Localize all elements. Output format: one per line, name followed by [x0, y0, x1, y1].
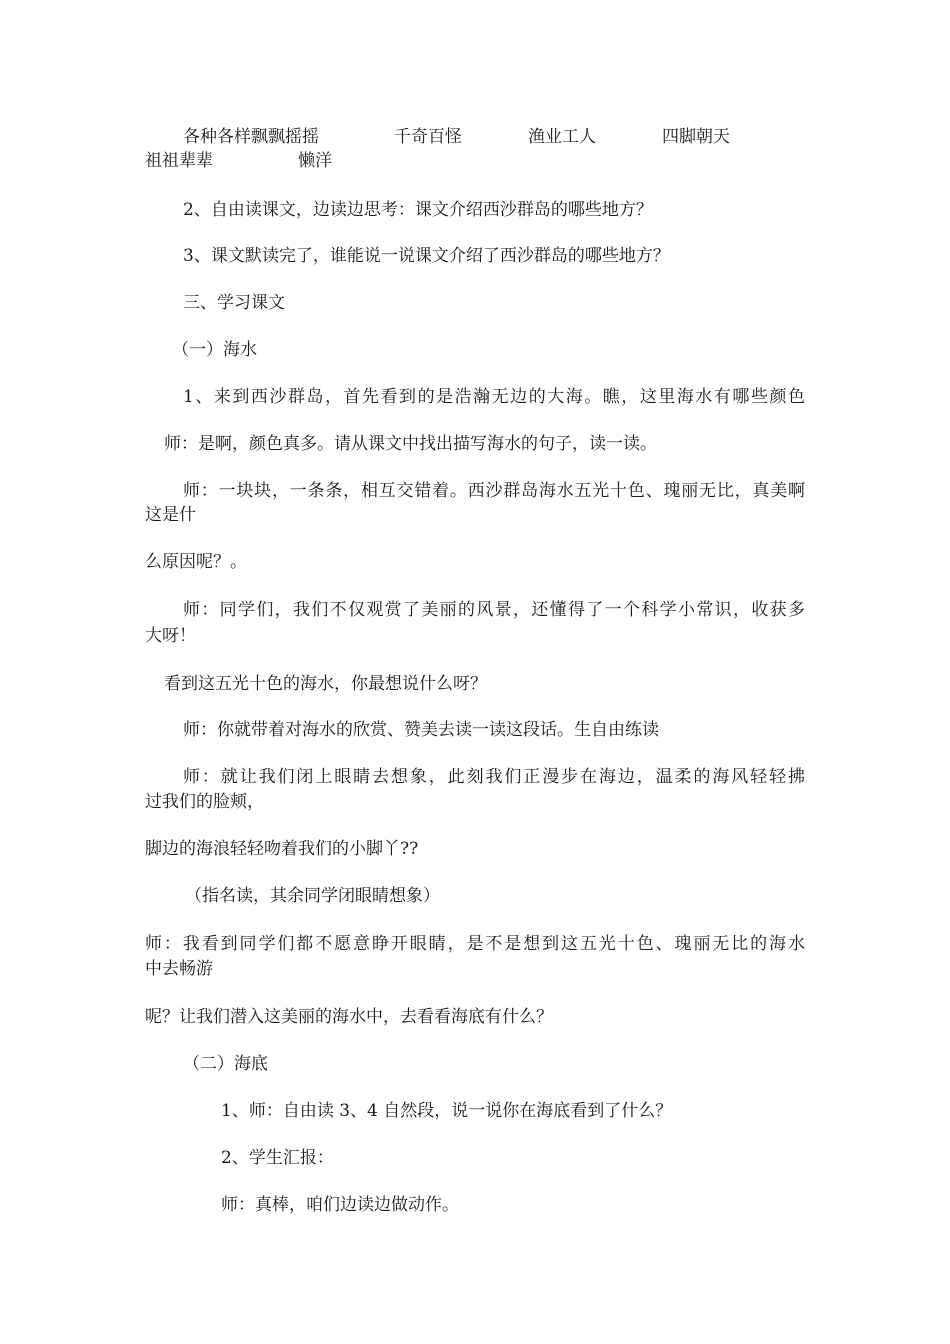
paragraph-text: 大呀！ [145, 626, 196, 646]
paragraph-text: 师：你就带着对海水的欣赏、赞美去读一读这段话。生自由练读 [183, 720, 659, 740]
paragraph-text: 师：一块块，一条条，相互交错着。西沙群岛海水五光十色、瑰丽无比，真美啊 [183, 481, 805, 501]
section-heading: 三、学习课文 [183, 293, 285, 313]
paragraph-question-3: 3、课文默读完了，谁能说一说课文介绍了西沙群岛的哪些地方？ [183, 246, 670, 266]
subsection-heading-seawater: （一）海水 [172, 340, 257, 360]
paragraph-text: 呢？让我们潜入这美丽的海水中，去看看海底有什么？ [145, 1007, 553, 1027]
stage-note: （指名读，其余同学闭眼睛想象） [185, 886, 440, 906]
paragraph-text: 中去畅游 [145, 959, 213, 979]
paragraph-text: 看到这五光十色的海水，你最想说什么呀？ [164, 674, 487, 694]
paragraph-text: 师：是啊，颜色真多。请从课文中找出描写海水的句子，读一读。 [164, 434, 657, 454]
vocab-word: 千奇百怪 [394, 127, 462, 147]
paragraph-text: 过我们的脸颊， [145, 792, 264, 812]
vocab-word: 各种各样飘飘摇摇 [183, 127, 319, 147]
paragraph-text: 师：就让我们闭上眼睛去想象，此刻我们正漫步在海边，温柔的海风轻轻拂 [183, 767, 805, 787]
paragraph-text: 师：同学们，我们不仅观赏了美丽的风景，还懂得了一个科学小常识，收获多 [183, 600, 805, 620]
subsection-heading-seabed: （二）海底 [183, 1054, 268, 1074]
paragraph-text: 1、来到西沙群岛，首先看到的是浩瀚无边的大海。瞧，这里海水有哪些颜色 [183, 387, 805, 407]
vocab-word: 四脚朝天 [662, 127, 730, 147]
vocab-word: 懒洋 [298, 151, 332, 171]
paragraph-text: 脚边的海浪轻轻吻着我们的小脚丫?? [145, 839, 419, 859]
paragraph-text: 师：我看到同学们都不愿意睁开眼睛，是不是想到这五光十色、瑰丽无比的海水 [145, 934, 805, 954]
paragraph-text: 2、学生汇报： [221, 1148, 334, 1168]
paragraph-question-2: 2、自由读课文，边读边思考：课文介绍西沙群岛的哪些地方？ [183, 200, 653, 220]
paragraph-text: 这是什 [145, 505, 196, 525]
paragraph-text: 1、师：自由读 3、4 自然段，说一说你在海底看到了什么？ [221, 1101, 673, 1121]
paragraph-text: 师：真棒，咱们边读边做动作。 [221, 1195, 459, 1215]
vocab-word: 祖祖辈辈 [145, 151, 213, 171]
vocab-word: 渔业工人 [528, 127, 596, 147]
paragraph-text: 么原因呢？。 [145, 552, 247, 572]
